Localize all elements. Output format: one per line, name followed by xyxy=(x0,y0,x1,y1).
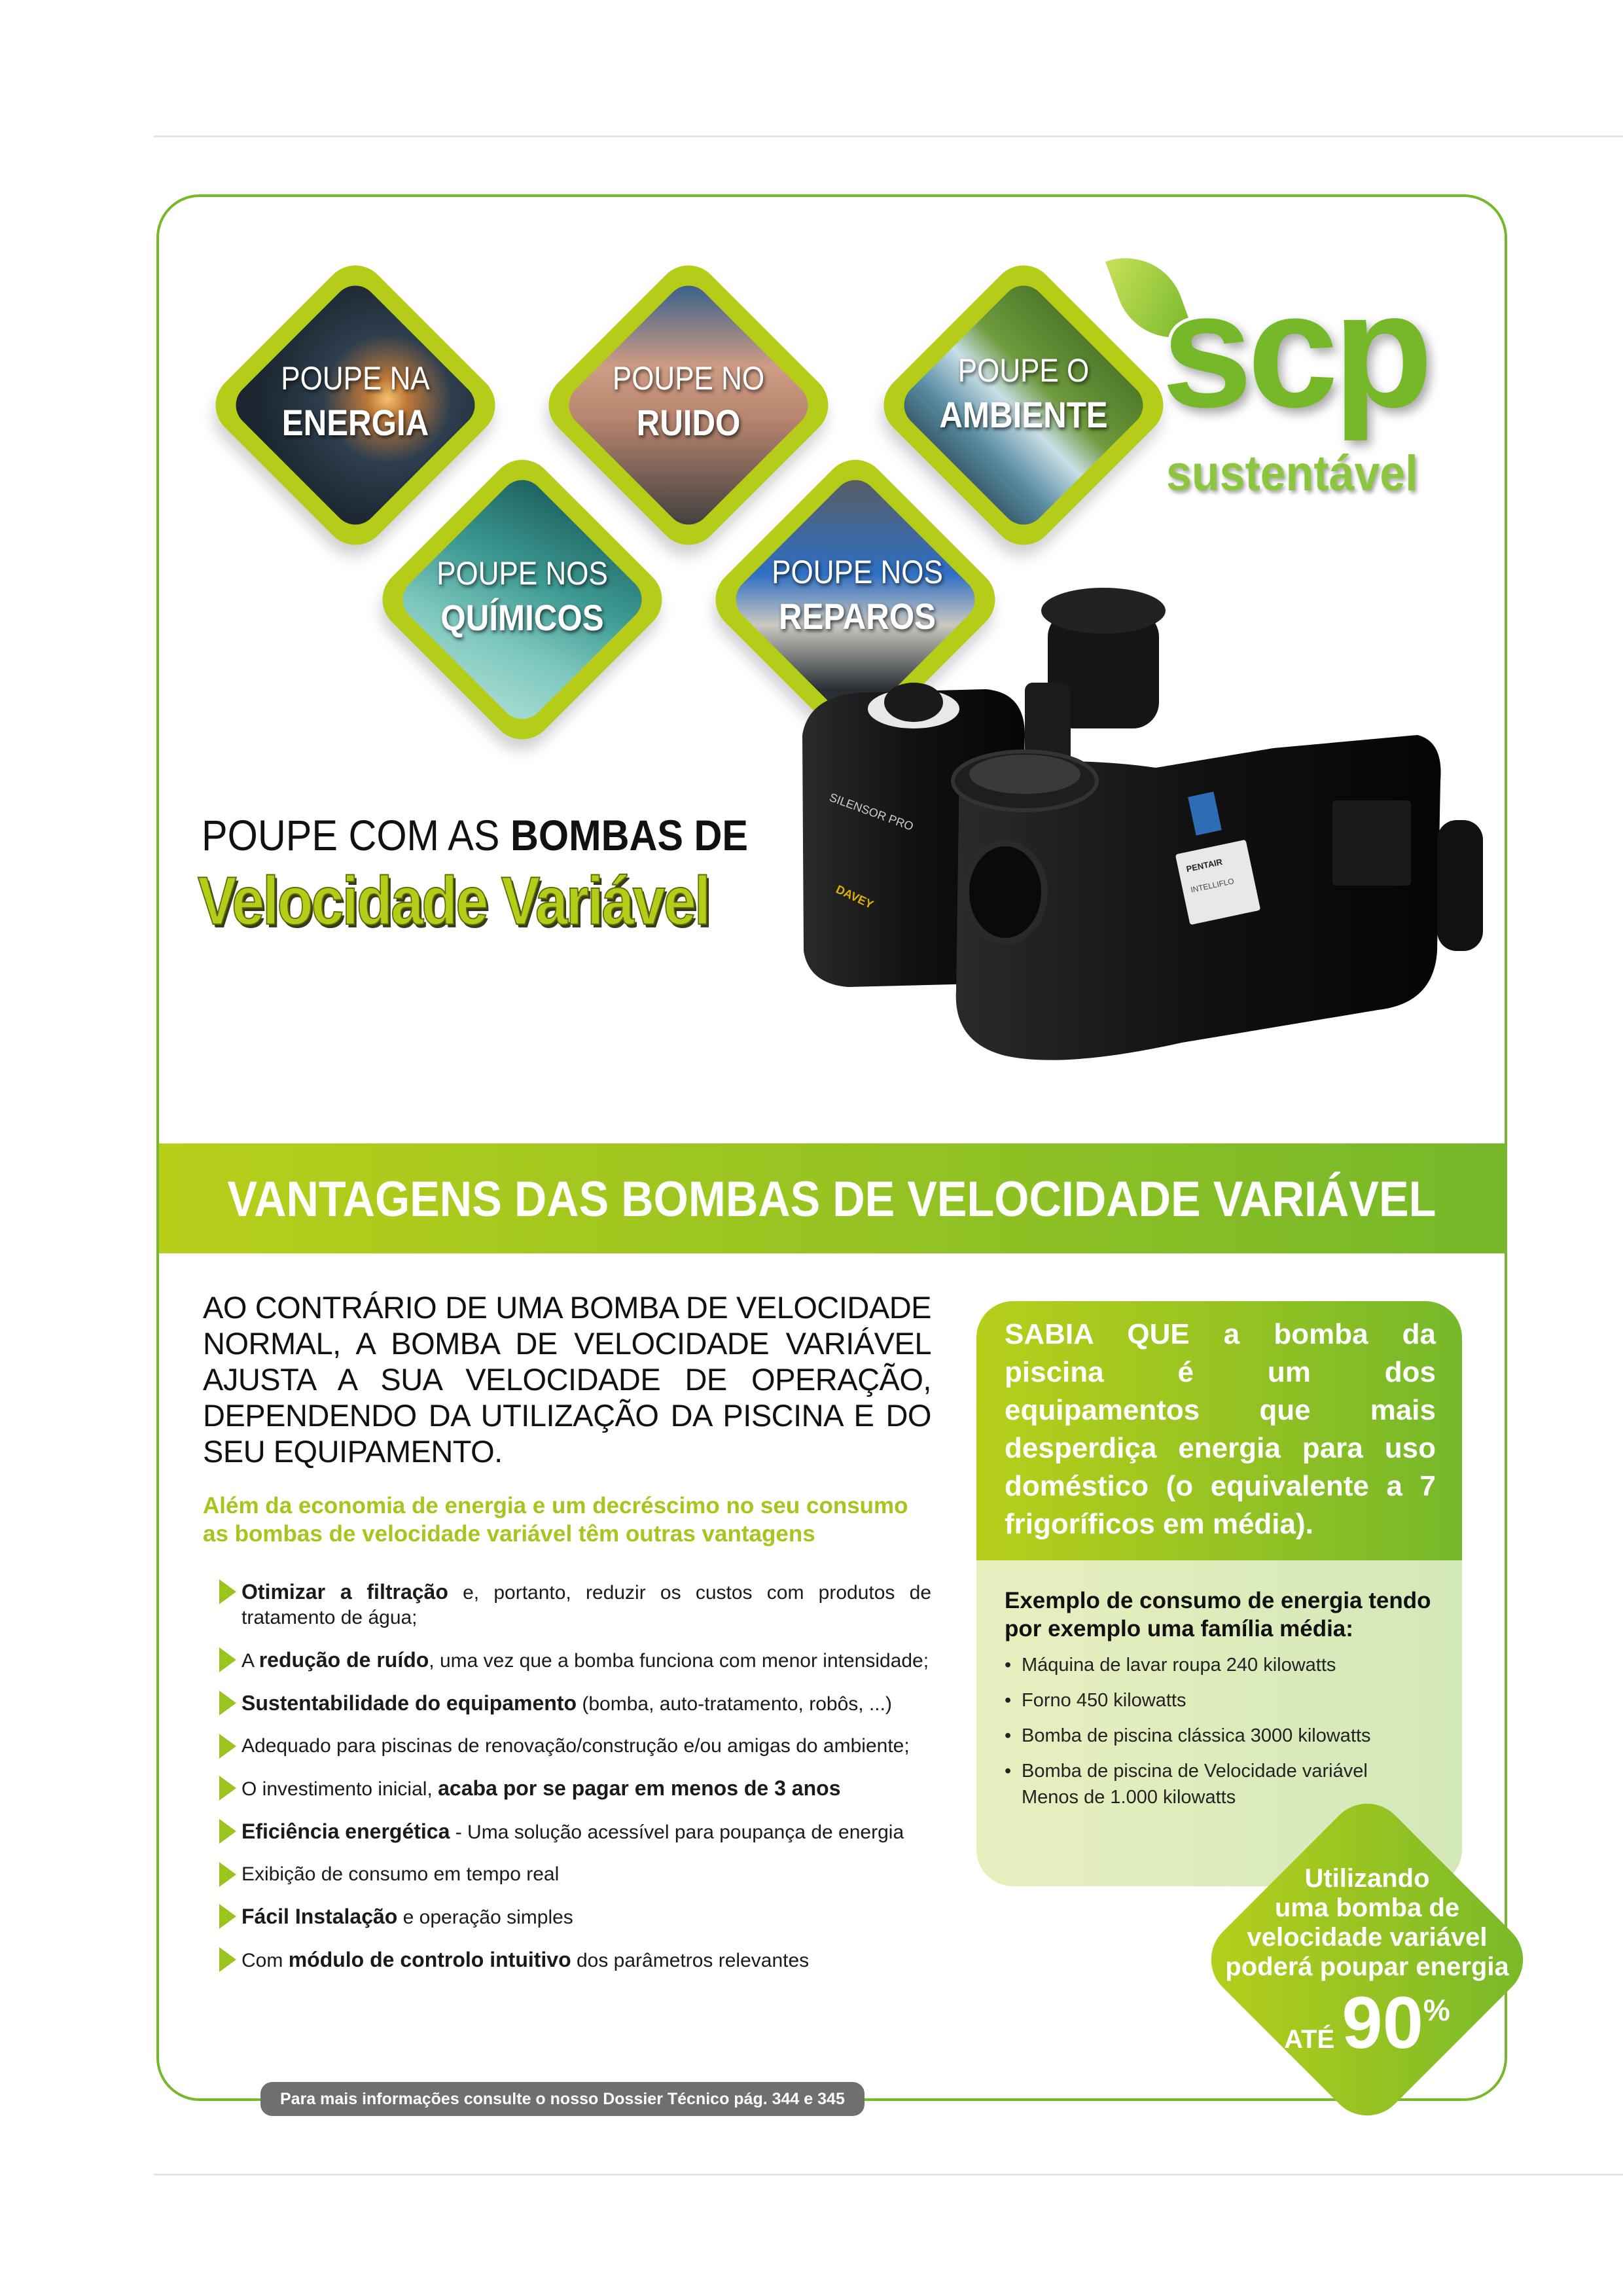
arrow-icon xyxy=(219,1862,236,1887)
tile-label: POUPE NOS REPAROS xyxy=(772,554,943,637)
arrow-icon xyxy=(219,1904,236,1929)
logo-wordmark: scp xyxy=(1162,259,1428,441)
hero-headline: POUPE COM AS BOMBAS DE xyxy=(202,811,749,859)
arrow-icon xyxy=(219,1734,236,1759)
advantages-list xyxy=(203,1579,931,1990)
bottom-rule xyxy=(154,2174,1623,2176)
advantages-subtitle: Além da economia de energia e um decréscimo no seu consumo as bombas de velocidade variável têm outras vantagens xyxy=(203,1493,908,1547)
example-section xyxy=(976,1560,1462,1846)
hero-headline-accent: Velocidade Variável xyxy=(198,863,709,939)
product-label: DAVEY xyxy=(834,882,876,912)
arrow-icon xyxy=(219,1819,236,1844)
savings-badge-text: Utilizando uma bomba de velocidade variável poderá poupar energia xyxy=(1225,1864,1509,1981)
example-list xyxy=(1005,1652,1442,1810)
savings-percentage: ATÉ 90% xyxy=(1284,1982,1450,2064)
advantages-column xyxy=(203,1289,931,1990)
list-item: Adequado para piscinas de renovação/construção e/ou amigas do ambiente; xyxy=(219,1734,931,1759)
footer-note: Para mais informações consulte o nosso Dossier Técnico pág. 344 e 345 xyxy=(260,2082,865,2116)
logo-tagline: sustentável xyxy=(1166,446,1418,501)
list-item: A redução de ruído, uma vez que a bomba funciona com menor intensidade; xyxy=(219,1647,931,1674)
tile-label: POUPE NA ENERGIA xyxy=(281,360,430,443)
intro-paragraph: AO CONTRÁRIO DE UMA BOMBA DE VELOCIDADE NORMAL, A BOMBA DE VELOCIDADE VARIÁVEL AJUSTA A SUA VELOCIDADE DE OPERAÇÃO, DEPENDENDO DA UTILIZAÇÃO DA PISCINA E DO SEU EQUIPAMENTO. xyxy=(203,1290,931,1469)
product-label: SILENSOR PRO xyxy=(827,790,916,833)
tile-label: POUPE O AMBIENTE xyxy=(939,352,1108,435)
arrow-icon xyxy=(219,1691,236,1715)
list-item: Fácil Instalação e operação simples xyxy=(219,1904,931,1930)
arrow-icon xyxy=(219,1579,236,1604)
arrow-icon xyxy=(219,1647,236,1672)
section-title: VANTAGENS DAS BOMBAS DE VELOCIDADE VARIÁVEL xyxy=(227,1172,1436,1227)
top-rule xyxy=(154,135,1623,137)
savings-badge-content xyxy=(1184,1864,1550,2084)
did-you-know-box xyxy=(976,1301,1462,1886)
list-item: Eficiência energética - Uma solução acessível para poupança de energia xyxy=(219,1819,931,1845)
product-label: INTELLIFLO xyxy=(1190,876,1235,895)
did-you-know-text: SABIA QUE a bomba da piscina é um dos equipamentos que mais desperdiça energia para uso doméstico (o equivalente a 7 frigoríficos em média). xyxy=(1005,1318,1436,1540)
tile-label: POUPE NOS QUÍMICOS xyxy=(437,555,608,638)
list-item: • Bomba de piscina clássica 3000 kilowatts xyxy=(1005,1723,1414,1749)
list-item: Otimizar a filtração e, portanto, reduzir os custos com produtos de tratamento de água; xyxy=(219,1579,931,1630)
list-item: • Forno 450 kilowatts xyxy=(1005,1687,1414,1713)
list-item: • Bomba de piscina de Velocidade variável Menos de 1.000 kilowatts xyxy=(1005,1758,1388,1810)
arrow-icon xyxy=(219,1947,236,1972)
section-banner xyxy=(159,1143,1505,1253)
list-item: Sustentabilidade do equipamento (bomba, auto-tratamento, robôs, ...) xyxy=(219,1691,931,1717)
list-item: Exibição de consumo em tempo real xyxy=(219,1862,931,1887)
list-item: • Máquina de lavar roupa 240 kilowatts xyxy=(1005,1652,1414,1678)
list-item: O investimento inicial, acaba por se pagar em menos de 3 anos xyxy=(219,1776,931,1802)
product-label: PENTAIR xyxy=(1185,857,1224,874)
example-title: Exemplo de consumo de energia tendo por exemplo uma família média: xyxy=(1005,1588,1431,1641)
arrow-icon xyxy=(219,1776,236,1801)
list-item: Com módulo de controlo intuitivo dos parâmetros relevantes xyxy=(219,1947,931,1973)
pump-product-image xyxy=(789,584,1496,1102)
tile-label: POUPE NO RUIDO xyxy=(612,360,765,443)
did-you-know-header xyxy=(976,1301,1462,1560)
